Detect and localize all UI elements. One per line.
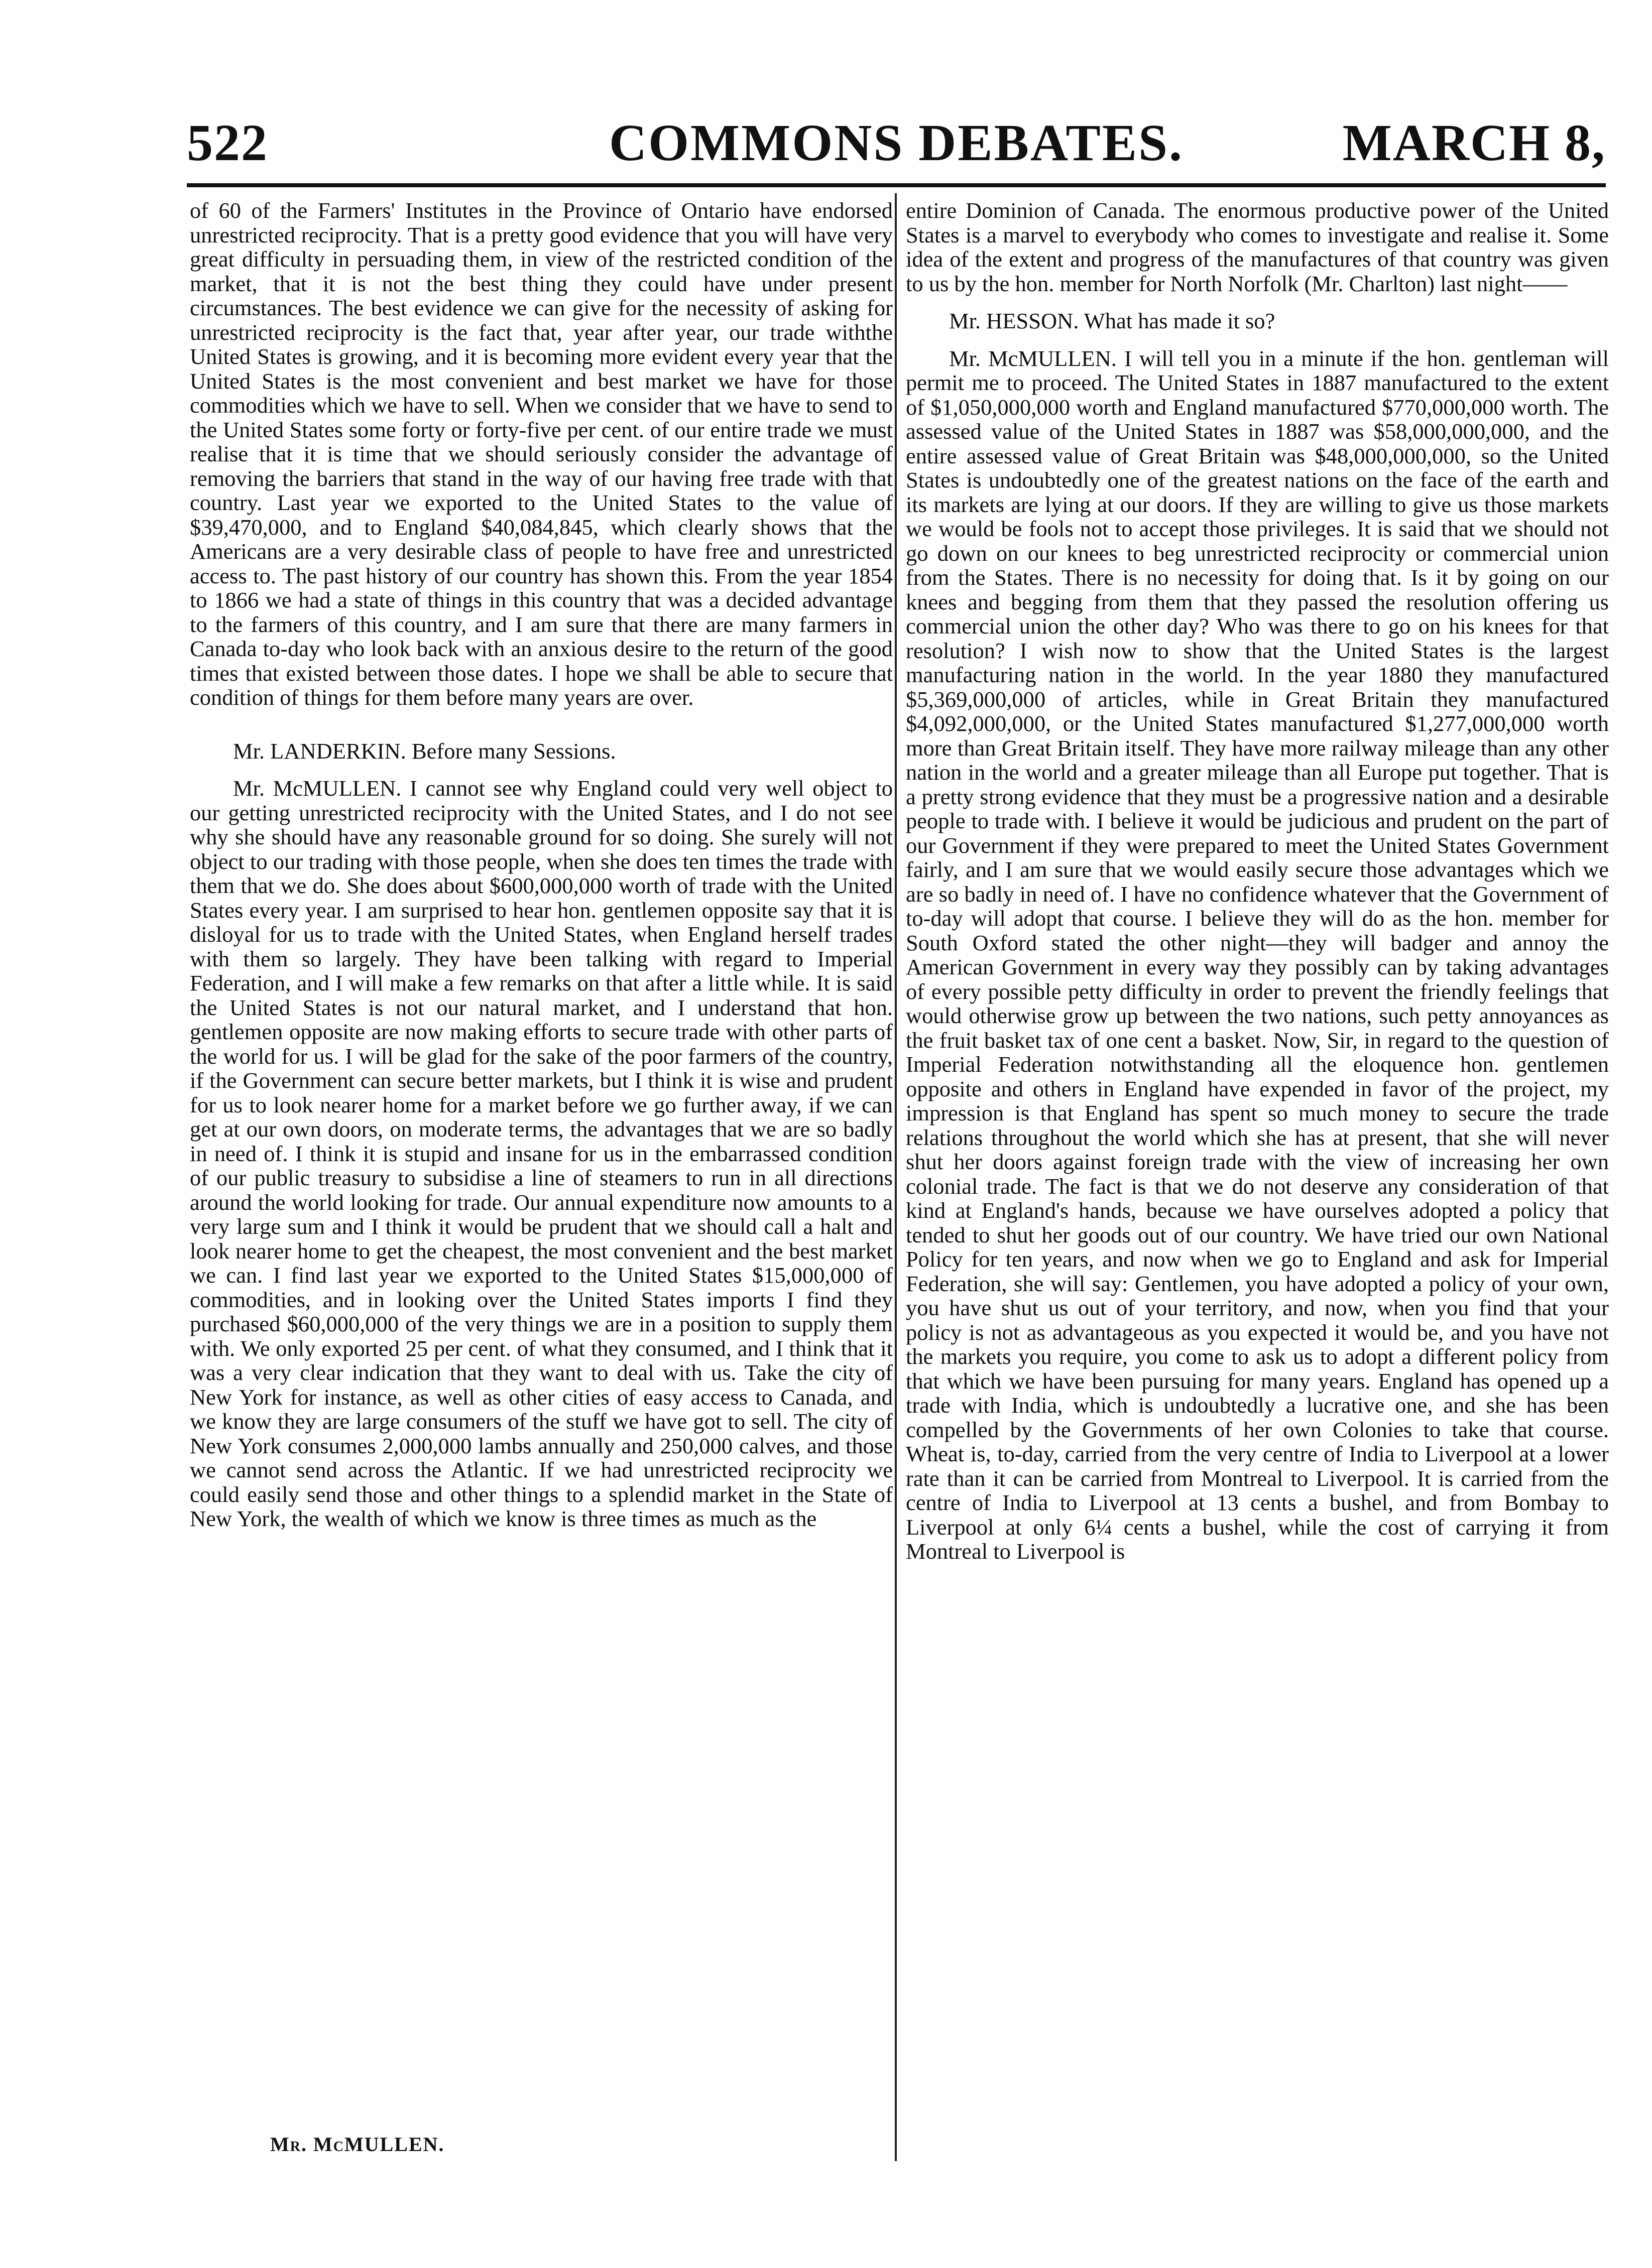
paragraph: Mr. McMULLEN. I cannot see why England could very well object to our getting unrestricted reciprocity with the United States, and I do not see why she should have any reasonable ground for so doing. She surely will not object to our trading with those people, when she does ten times the trade with them that we do. She does about $600,000,000 worth of trade with the United States every year. I am surprised to hear hon. gentlemen opposite say that it is disloyal for us to trade with the United States, when England herself trades with them so largely. They have been talking with regard to Imperial Federation, and I will make a few remarks on that after a little while. It is said the United States is not our natural market, and I understand that hon. gentlemen opposite are now making efforts to secure trade with other parts of the world for us. I will be glad for the sake of the poor farmers of the country, if the Government can secure better markets, but I think it is wise and prudent for us to look nearer home for a market before we go further away, if we can get at our own doors, on moderate terms, the advantages that we are so badly in need of. I think it is stupid and insane for us in the embarrassed condition of our public treasury to subsidise a line of steamers to run in all directions around the world looking for trade. Our annual expenditure now amounts to a very large sum and I think it would be prudent that we should call a halt and look nearer home to get the cheapest, the most convenient and the best market we can. I find last year we exported to the United States $15,000,000 of commodities, and in looking over the United States imports I find they purchased $60,000,000 of the very things we are in a position to supply them with. We only exported 25 per cent. of what they consumed, and I think that it was a very clear indication that they want to deal with us. Take the city of New York for instance, as well as other cities of easy access to Canada, and we know they are large consumers of the stuff we have got to sell. The city of New York consumes 2,000,000 lambs annually and 250,000 calves, and those we cannot send across the Atlantic. If we had unrestricted reciprocity we could easily send those and other things to a splendid market in the State of New York, the wealth of which we know is three times as much as the xyxy=(190,776,893,1531)
page-date: MARCH 8, xyxy=(1342,114,1606,172)
page-header xyxy=(187,113,1606,183)
header-rule xyxy=(187,183,1606,187)
paragraph: of 60 of the Farmers' Institutes in the Province of Ontario have endorsed unrestricted reciprocity. That is a pretty good evidence that you will have very great difficulty in persuading them, in view of the restricted condition of the market, that it is not the best thing they could have under present circumstances. The best evidence we can give for the necessity of asking for unrestricted reciprocity is the fact that, year after year, our trade withthe United States is growing, and it is becoming more evident every year that the United States is the most convenient and best market we have for those commodities which we have to sell. When we consider that we have to send to the United States some forty or forty-five per cent. of our entire trade we must realise that it is time that we should seriously consider the advantage of removing the barriers that stand in the way of our having free trade with that country. Last year we exported to the United States to the value of $39,470,000, and to England $40,084,845, which clearly shows that the Americans are a very desirable class of people to have free and unrestricted access to. The past history of our country has shown this. From the year 1854 to 1866 we had a state of things in this country that was a decided advantage to the farmers of this country, and I am sure that there are many farmers in Canada to-day who look back with an anxious desire to the return of the good times that existed between those dates. I hope we shall be able to secure that condition of things for them before many years are over. xyxy=(190,198,893,710)
page-number: 522 xyxy=(187,114,268,172)
column-divider xyxy=(895,193,897,2161)
paragraph-speaker-remark: Mr. LANDERKIN. Before many Sessions. xyxy=(233,738,616,764)
left-column xyxy=(190,198,893,1531)
catchword: Mr. McMULLEN. xyxy=(270,2133,445,2156)
publication-title: COMMONS DEBATES. xyxy=(609,114,1184,172)
right-column xyxy=(906,198,1609,1564)
paragraph-speaker-remark: Mr. HESSON. What has made it so? xyxy=(949,308,1275,333)
paragraph: Mr. McMULLEN. I will tell you in a minute if the hon. gentleman will permit me to proceed. The United States in 1887 manufactured to the extent of $1,050,000,000 worth and England manufactured $770,000,000 worth. The assessed value of the United States in 1887 was $58,000,000,000, and the entire assessed value of Great Britain was $48,000,000,000, so the United States is undoubtedly one of the greatest nations on the face of the earth and its markets are lying at our doors. If they are willing to give us those markets we would be fools not to accept those privileges. It is said that we should not go down on our knees to beg unrestricted reciprocity or commercial union from the States. There is no necessity for doing that. Is it by going on our knees and begging from them that they passed the resolution offering us commercial union the other day? Who was there to go on his knees for that resolution? I wish now to show that the United States is the largest manufacturing nation in the world. In the year 1880 they manufactured $5,369,000,000 of articles, while in Great Britain they manufactured $4,092,000,000, or the United States manufactured $1,277,000,000 worth more than Great Britain itself. They have more railway mileage than any other nation in the world and a greater mileage than all Europe put together. That is a pretty strong evidence that they must be a progressive nation and a desirable people to trade with. I believe it would be judicious and prudent on the part of our Government if they were prepared to meet the United States Government fairly, and I am sure that we would easily secure those advantages which we are so badly in need of. I have no confidence whatever that the Government of to-day will adopt that course. I believe they will do as the hon. member for South Oxford stated the other night—they will badger and annoy the American Government in every way they possibly can by taking advantages of every possible petty difficulty in order to prevent the friendly feelings that would otherwise grow up between the two nations, such petty annoyances as the fruit basket tax of one cent a basket. Now, Sir, in regard to the question of Imperial Federation notwithstanding all the eloquence hon. gentlemen opposite and others in England have expended in favor of the project, my impression is that England has spent so much money to secure the trade relations throughout the world which she has at present, that she will never shut her doors against foreign trade with the view of increasing her own colonial trade. The fact is that we do not deserve any consideration of that kind at England's hands, because we have ourselves adopted a policy that tended to shut her goods out of our country. We have tried our own National Policy for ten years, and now when we go to England and ask for Imperial Federation, she will say: Gentlemen, you have adopted a policy of your own, you have shut us out of your territory, and now, when you find that your policy is not as advantageous as you expected it would be, and you have not the markets you require, you come to ask us to adopt a different policy from that which we have been pursuing for many years. England has opened up a trade with India, which is undoubtedly a lucrative one, and she has been compelled by the Governments of her own Colonies to take that course. Wheat is, to-day, carried from the very centre of India to Liverpool at a lower rate than it can be carried from Montreal to Liverpool. It is carried from the centre of India to Liverpool at 13 cents a bushel, and from Bombay to Liverpool at only 6¼ cents a bushel, while the cost of carrying it from Montreal to Liverpool is xyxy=(906,345,1609,1564)
paragraph: entire Dominion of Canada. The enormous productive power of the United States is a marvel to everybody who comes to investigate and realise it. Some idea of the extent and progress of the manufactures of that country was given to us by the hon. member for North Norfolk (Mr. Charlton) last night—— xyxy=(906,198,1609,296)
